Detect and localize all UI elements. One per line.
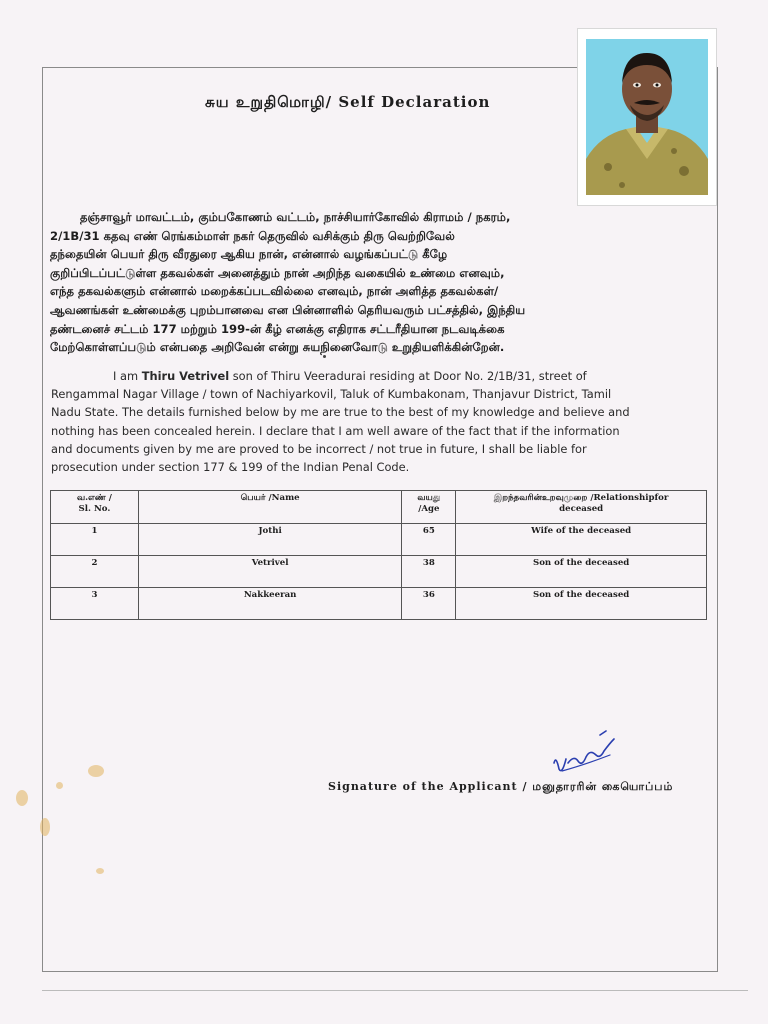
cell-sl-no: 1 xyxy=(51,524,139,556)
tamil-line: எந்த தகவல்களும் என்னால் மறைக்கப்படவில்லை எனவும், நான் அளித்த தகவல்கள்/ xyxy=(50,284,499,299)
english-line-prefix: I am xyxy=(113,369,142,383)
table-row xyxy=(51,524,707,556)
paper-stain xyxy=(40,818,50,836)
document-title: சுய உறுதிமொழி/ Self Declaration xyxy=(205,93,491,111)
paper-stain xyxy=(56,782,63,789)
english-line-suffix: son of Thiru Veeradurai residing at Door No. 2/1B/31, street of xyxy=(229,369,587,383)
cell-relationship: Son of the deceased xyxy=(456,588,707,620)
stray-dot xyxy=(323,355,326,358)
english-line: prosecution under section 177 & 199 of the Indian Penal Code. xyxy=(51,460,410,475)
heirs-table xyxy=(50,490,707,620)
header-relationship: இறந்தவரின்உறவுமுறை /Relationshipfor deceased xyxy=(456,491,707,524)
cell-name: Nakkeeran xyxy=(138,588,402,620)
cell-relationship: Wife of the deceased xyxy=(456,524,707,556)
tamil-declaration-paragraph xyxy=(50,208,700,357)
tamil-line: 2/1B/31 கதவு எண் ரெங்கம்மாள் நகர் தெருவில் வசிக்கும் திரு வெற்றிவேல் xyxy=(50,228,455,243)
cell-age: 65 xyxy=(402,524,456,556)
cell-sl-no: 3 xyxy=(51,588,139,620)
tamil-line: ஆவணங்கள் உண்மைக்கு புறம்பானவை என பின்னாளில் தெரியவரும் பட்சத்தில், இந்திய xyxy=(50,302,526,317)
paper-stain xyxy=(88,765,104,777)
applicant-portrait xyxy=(586,39,708,195)
applicant-name: Thiru Vetrivel xyxy=(141,369,230,383)
table-row xyxy=(51,556,707,588)
tamil-line: தந்தையின் பெயர் திரு வீரதுரை ஆகிய நான், என்னால் வழங்கப்பட்டு கீழே xyxy=(50,247,448,262)
english-line: Rengammal Nagar Village / town of Nachiyarkovil, Taluk of Kumbakonam, Thanjavur District, Tamil xyxy=(51,387,612,402)
english-line xyxy=(51,367,711,385)
tamil-line: தஞ்சாவூர் மாவட்டம், கும்பகோணம் வட்டம், நாச்சியார்கோவில் கிராமம் / நகரம், xyxy=(80,210,511,224)
cell-age: 38 xyxy=(402,556,456,588)
cell-name: Jothi xyxy=(138,524,402,556)
paper-stain xyxy=(16,790,28,806)
cell-relationship: Son of the deceased xyxy=(456,556,707,588)
table-row xyxy=(51,588,707,620)
tamil-line: குறிப்பிடப்பட்டுள்ள தகவல்கள் அனைத்தும் நான் அறிந்த வகையில் உண்மை எனவும், xyxy=(50,265,505,280)
applicant-signature xyxy=(548,725,628,777)
tamil-line: தண்டனைச் சட்டம் 177 மற்றும் 199-ன் கீழ் எனக்கு எதிராக சட்டரீதியான நடவடிக்கை xyxy=(50,321,505,336)
english-line: Nadu State. The details furnished below by me are true to the best of my knowledge and believe and xyxy=(51,405,630,420)
header-sl-no: வ.எண் / Sl. No. xyxy=(51,491,139,524)
header-age: வயது /Age xyxy=(402,491,456,524)
tamil-line: மேற்கொள்ளப்படும் என்பதை அறிவேன் என்று சுயநினைவோடு உறுதியளிக்கின்றேன். xyxy=(50,340,505,355)
english-line: nothing has been concealed herein. I declare that I am well aware of the fact that if the information xyxy=(51,423,620,438)
page-bottom-rule xyxy=(42,990,748,991)
cell-name: Vetrivel xyxy=(138,556,402,588)
cell-age: 36 xyxy=(402,588,456,620)
header-name: பெயர் /Name xyxy=(138,491,402,524)
signature-label: Signature of the Applicant / மனுதாரரின் கையொப்பம் xyxy=(328,780,674,793)
english-line: and documents given by me are proved to be incorrect / not true in future, I shall be liable for xyxy=(51,441,587,456)
applicant-photo xyxy=(577,28,717,206)
paper-stain xyxy=(96,868,104,874)
english-declaration-paragraph xyxy=(51,367,711,476)
table-header-row xyxy=(51,491,707,524)
cell-sl-no: 2 xyxy=(51,556,139,588)
